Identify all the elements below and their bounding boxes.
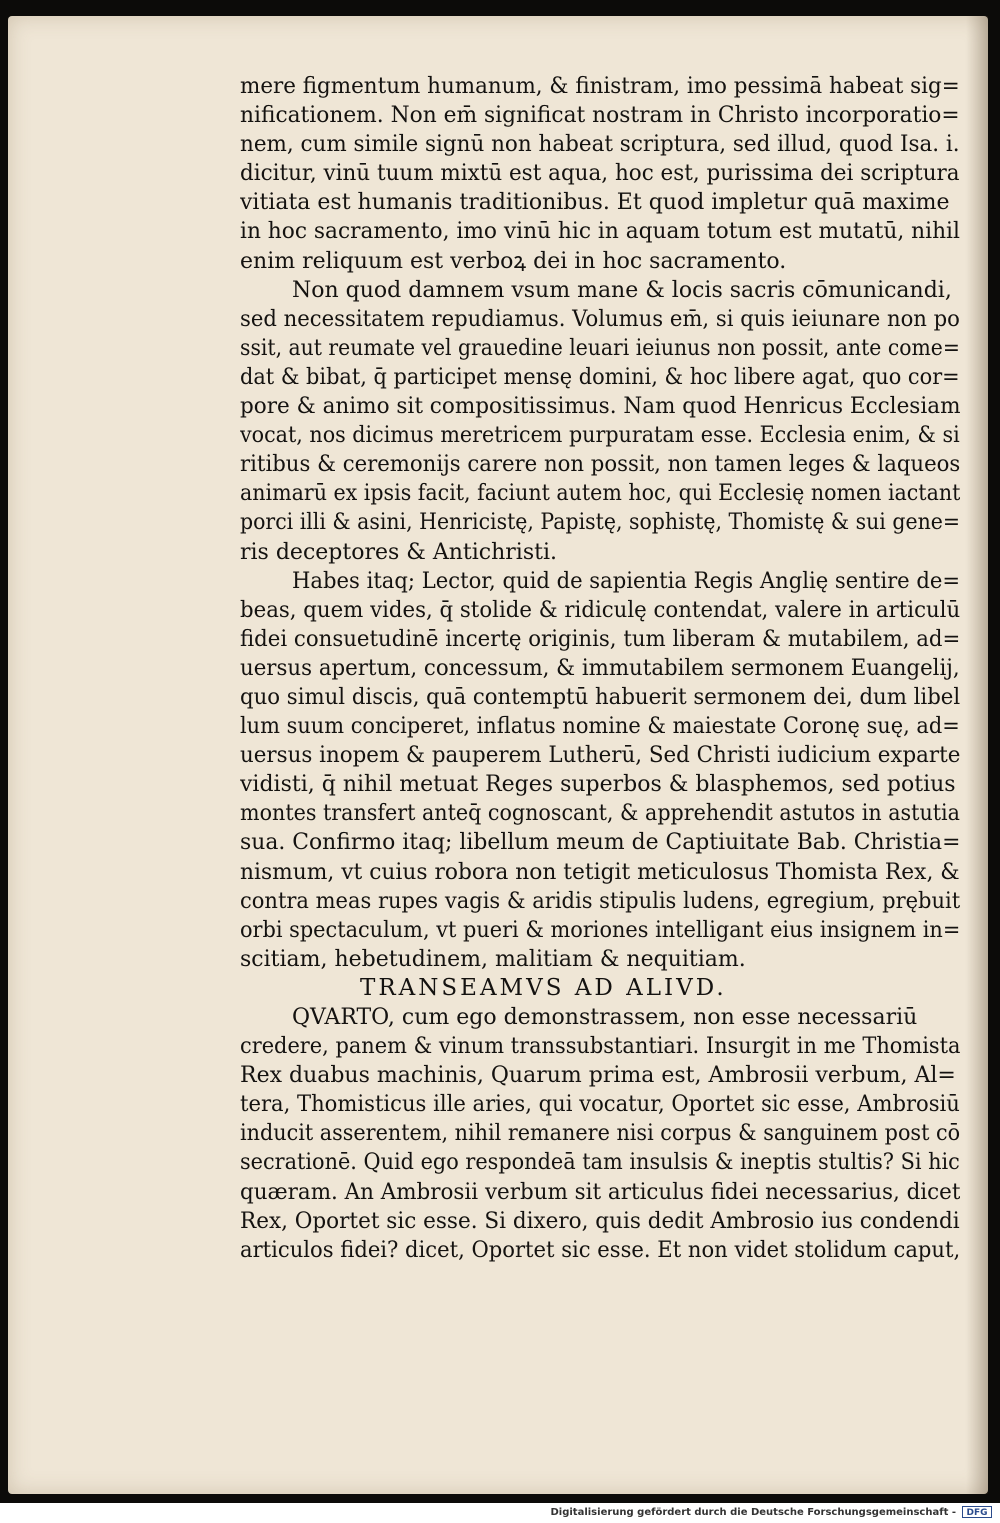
page-text — [240, 72, 960, 1265]
dfg-logo-icon: DFG — [962, 1506, 992, 1518]
text-line: Rex, Oportet sic esse. Si dixero, quis dedit Ambrosio ius condendi — [240, 1208, 960, 1234]
text-line: quæram. An Ambrosii verbum sit articulus fidei necessarius, dicet — [240, 1179, 960, 1205]
text-line: articulos fidei? dicet, Oportet sic esse. Et non videt stolidum caput, — [240, 1237, 960, 1263]
text-line: tera, Thomisticus ille aries, qui vocatur, Oportet sic esse, Ambrosiū — [240, 1092, 960, 1118]
text-line: uersus inopem & pauperem Lutherū, Sed Christi iudicium exparte — [240, 743, 960, 769]
text-line: animarū ex ipsis facit, faciunt autem hoc, qui Ecclesię nomen iactant — [240, 481, 960, 507]
text-line: orbi spectaculum, vt pueri & moriones intelligant eius insignem in= — [240, 917, 960, 943]
text-line: inducit asserentem, nihil remanere nisi corpus & sanguinem post cō — [240, 1121, 960, 1147]
text-line: contra meas rupes vagis & aridis stipulis ludens, egregium, prębuit — [240, 888, 960, 914]
paragraph-start-line: Non quod damnem vsum mane & locis sacris cōmunicandi, — [292, 277, 952, 303]
section-heading: TRANSEAMVS AD ALIVD. — [360, 974, 727, 1001]
paragraph-start-line: Habes itaq; Lector, quid de sapientia Regis Anglię sentire de= — [292, 568, 960, 594]
text-line: vidisti, q̄ nihil metuat Reges superbos & blasphemos, sed potius — [240, 772, 956, 798]
text-line: nificationem. Non em̄ significat nostram in Christo incorporatio= — [240, 103, 960, 129]
text-line: sed necessitatem repudiamus. Volumus em̄, si quis ieiunare non po — [240, 306, 960, 332]
text-line: vitiata est humanis traditionibus. Et quod impletur quā maxime — [240, 190, 950, 216]
text-line: enim reliquum est verboꝝ dei in hoc sacramento. — [240, 248, 787, 274]
text-line: sua. Confirmo itaq; libellum meum de Captiuitate Bab. Christia= — [240, 830, 960, 856]
page-gutter-shadow — [966, 16, 988, 1494]
text-line: scitiam, hebetudinem, malitiam & nequitiam. — [240, 946, 746, 972]
text-line: ssit, aut reumate vel grauedine leuari ieiunus non possit, ante come= — [240, 335, 960, 361]
paragraph-start-line: QVARTO, cum ego demonstrassem, non esse necessariū — [292, 1005, 918, 1030]
text-line: beas, quem vides, q̄ stolide & ridiculę contendat, valere in articulū — [240, 597, 960, 623]
text-line: secrationē. Quid ego respondeā tam insulsis & ineptis stultis? Si hic — [240, 1150, 960, 1176]
text-line: dat & bibat, q̄ participet mensę domini, & hoc libere agat, quo cor= — [240, 364, 960, 390]
text-line: mere figmentum humanum, & finistram, imo pessimā habeat sig= — [240, 74, 960, 99]
text-line: fidei consuetudinē incertę originis, tum liberam & mutabilem, ad= — [240, 626, 960, 652]
text-line: nem, cum simile signū non habeat scriptura, sed illud, quod Isa. i. — [240, 132, 960, 158]
text-line: ris deceptores & Antichristi. — [240, 539, 557, 565]
text-line: in hoc sacramento, imo vinū hic in aquam totum est mutatū, nihil — [240, 219, 960, 245]
text-line: vocat, nos dicimus meretricem purpuratam esse. Ecclesia enim, & si — [240, 423, 960, 449]
text-line: lum suum conciperet, inflatus nomine & maiestate Coronę suę, ad= — [240, 714, 960, 740]
text-line: nismum, vt cuius robora non tetigit meticulosus Thomista Rex, & — [240, 859, 960, 885]
text-line: uersus apertum, concessum, & immutabilem sermonem Euangelij, — [240, 655, 960, 681]
text-line: montes transfert anteq̄ cognoscant, & apprehendit astutos in astutia — [240, 801, 960, 827]
text-line: ritibus & ceremonijs carere non possit, non tamen leges & laqueos — [240, 452, 960, 478]
text-line: quo simul discis, quā contemptū habuerit sermonem dei, dum libel — [240, 684, 960, 710]
funding-credit: Digitalisierung gefördert durch die Deutsche Forschungsgemeinschaft - — [550, 1507, 956, 1518]
text-line: pore & animo sit compositissimus. Nam quod Henricus Ecclesiam — [240, 394, 960, 420]
text-line: porci illi & asini, Henricistę, Papistę, sophistę, Thomistę & sui gene= — [240, 510, 960, 536]
text-line: dicitur, vinū tuum mixtū est aqua, hoc est, purissima dei scriptura — [240, 161, 960, 187]
text-line: credere, panem & vinum transsubstantiari. Insurgit in me Thomista — [240, 1034, 960, 1060]
text-line: Rex duabus machinis, Quarum prima est, Ambrosii verbum, Al= — [240, 1063, 956, 1089]
